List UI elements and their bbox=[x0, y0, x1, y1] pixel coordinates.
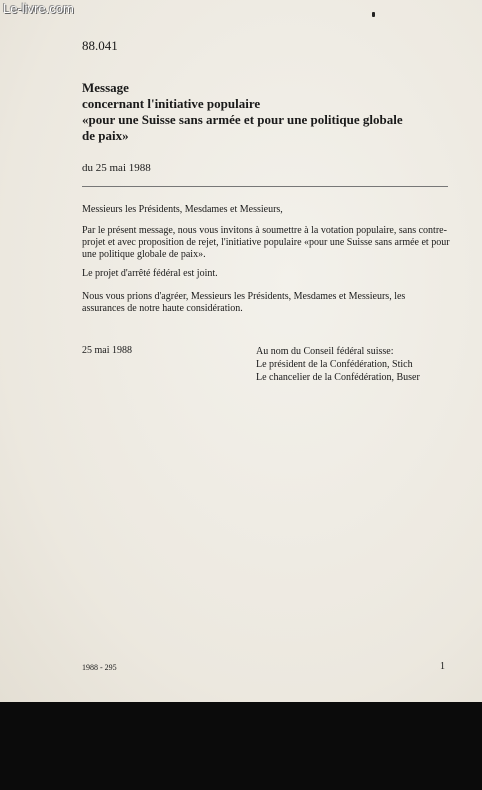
document-heading bbox=[82, 80, 457, 144]
page-number: 1 bbox=[440, 661, 445, 672]
footer-reference: 1988 - 295 bbox=[82, 663, 117, 672]
document-date: du 25 mai 1988 bbox=[82, 162, 151, 174]
signature-block bbox=[256, 345, 456, 384]
signature-line-3: Le chancelier de la Confédération, Buser bbox=[256, 372, 420, 383]
heading-line-2: concernant l'initiative populaire bbox=[82, 96, 261, 111]
heading-line-4: de paix» bbox=[82, 128, 129, 143]
signature-line-1: Au nom du Conseil fédéral suisse: bbox=[256, 346, 394, 357]
paragraph-attachment: Le projet d'arrêté fédéral est joint. bbox=[82, 268, 218, 279]
ink-dot bbox=[372, 12, 375, 17]
salutation: Messieurs les Présidents, Mesdames et Messieurs, bbox=[82, 204, 283, 215]
paragraph-invitation: Par le présent message, nous vous invitons à soumettre à la votation populaire, sans contre-projet et avec proposition de rejet, l'initiative populaire «pour une Suisse sans armée et pour une politique globale de paix». bbox=[82, 225, 450, 260]
heading-line-1: Message bbox=[82, 80, 129, 95]
signature-date: 25 mai 1988 bbox=[82, 345, 132, 356]
document-body bbox=[82, 204, 450, 322]
watermark: Le-livre.com bbox=[3, 1, 74, 16]
document-number: 88.041 bbox=[82, 38, 118, 53]
paragraph-closing: Nous vous prions d'agréer, Messieurs les Présidents, Mesdames et Messieurs, les assurances de notre haute considération. bbox=[82, 291, 406, 314]
signature-line-2: Le président de la Confédération, Stich bbox=[256, 359, 413, 370]
divider bbox=[82, 186, 448, 187]
heading-line-3: «pour une Suisse sans armée et pour une politique globale bbox=[82, 112, 403, 127]
